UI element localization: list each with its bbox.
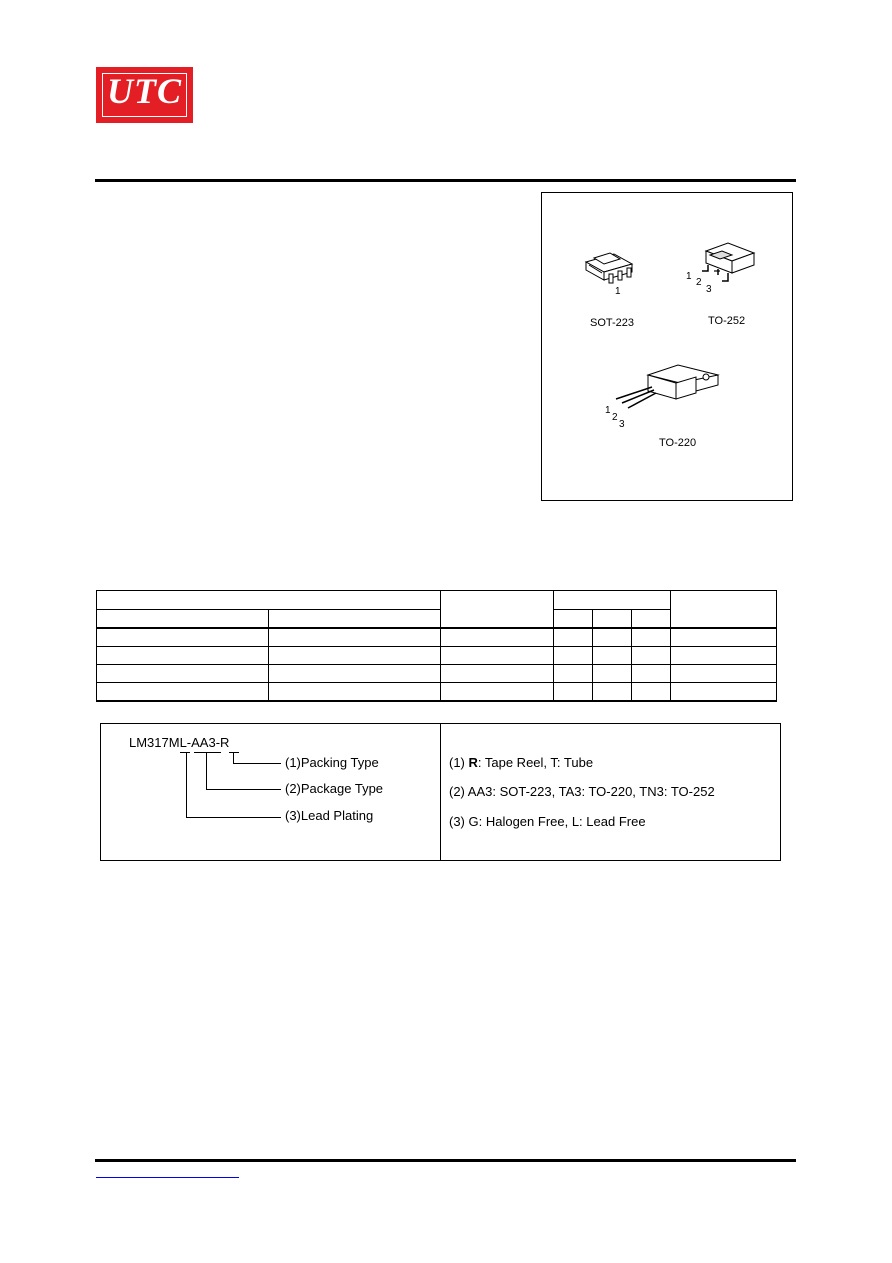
description-packing: (1) R: Tape Reel, T: Tube bbox=[449, 755, 594, 770]
table-header-cell bbox=[593, 610, 632, 629]
legend-plating: (3)Lead Plating bbox=[285, 808, 374, 823]
plating-leader bbox=[186, 817, 281, 818]
sot-223-caption: SOT-223 bbox=[590, 317, 635, 329]
packing-underline bbox=[229, 752, 239, 753]
plating-underline bbox=[180, 752, 190, 753]
table-header-cell bbox=[554, 610, 593, 629]
table-header-cell bbox=[554, 591, 671, 610]
part-number: LM317ML-AA3-R bbox=[129, 735, 230, 750]
table-header-cell bbox=[671, 591, 777, 629]
table-header-cell bbox=[97, 591, 441, 610]
table-header-row bbox=[97, 591, 777, 610]
to-220-caption: TO-220 bbox=[659, 437, 697, 449]
to-220-pin-3: 3 bbox=[619, 419, 625, 430]
legend-packing: (1)Packing Type bbox=[285, 755, 379, 770]
packing-leader bbox=[233, 763, 281, 764]
sot-223-pin-label: 1 bbox=[615, 286, 621, 297]
ordering-table bbox=[96, 590, 777, 702]
table-header-cell bbox=[97, 610, 269, 629]
package-underline bbox=[194, 752, 221, 753]
to-220-pin-1: 1 bbox=[605, 405, 611, 416]
logo-text: UTC bbox=[107, 71, 182, 111]
header-rule bbox=[95, 179, 796, 182]
package-leader bbox=[206, 789, 281, 790]
to-252-package-icon bbox=[692, 241, 762, 287]
table-row bbox=[97, 628, 777, 647]
table-header-cell bbox=[441, 591, 554, 629]
package-outline-box bbox=[541, 192, 793, 501]
footer-link-underline[interactable] bbox=[96, 1177, 239, 1178]
to-252-pin-3: 3 bbox=[706, 284, 712, 295]
to-252-caption: TO-252 bbox=[708, 315, 746, 327]
utc-logo bbox=[96, 67, 193, 123]
description-plating: (3) G: Halogen Free, L: Lead Free bbox=[449, 814, 646, 829]
to-252-pin-1: 1 bbox=[686, 271, 692, 282]
legend-package: (2)Package Type bbox=[285, 781, 384, 796]
table-row bbox=[97, 665, 777, 683]
table-row bbox=[97, 683, 777, 702]
description-package: (2) AA3: SOT-223, TA3: TO-220, TN3: TO-252 bbox=[449, 784, 715, 799]
package-leader bbox=[206, 752, 207, 790]
sot-223-package-icon bbox=[580, 248, 640, 296]
to-252-pin-2: 2 bbox=[696, 277, 702, 288]
footer-rule bbox=[95, 1159, 796, 1162]
to-220-pin-2: 2 bbox=[612, 412, 618, 423]
to-220-package-icon bbox=[610, 363, 730, 423]
table-header-cell bbox=[269, 610, 441, 629]
table-row bbox=[97, 647, 777, 665]
table-header-cell bbox=[632, 610, 671, 629]
plating-leader bbox=[186, 752, 187, 818]
marking-divider bbox=[440, 723, 441, 860]
